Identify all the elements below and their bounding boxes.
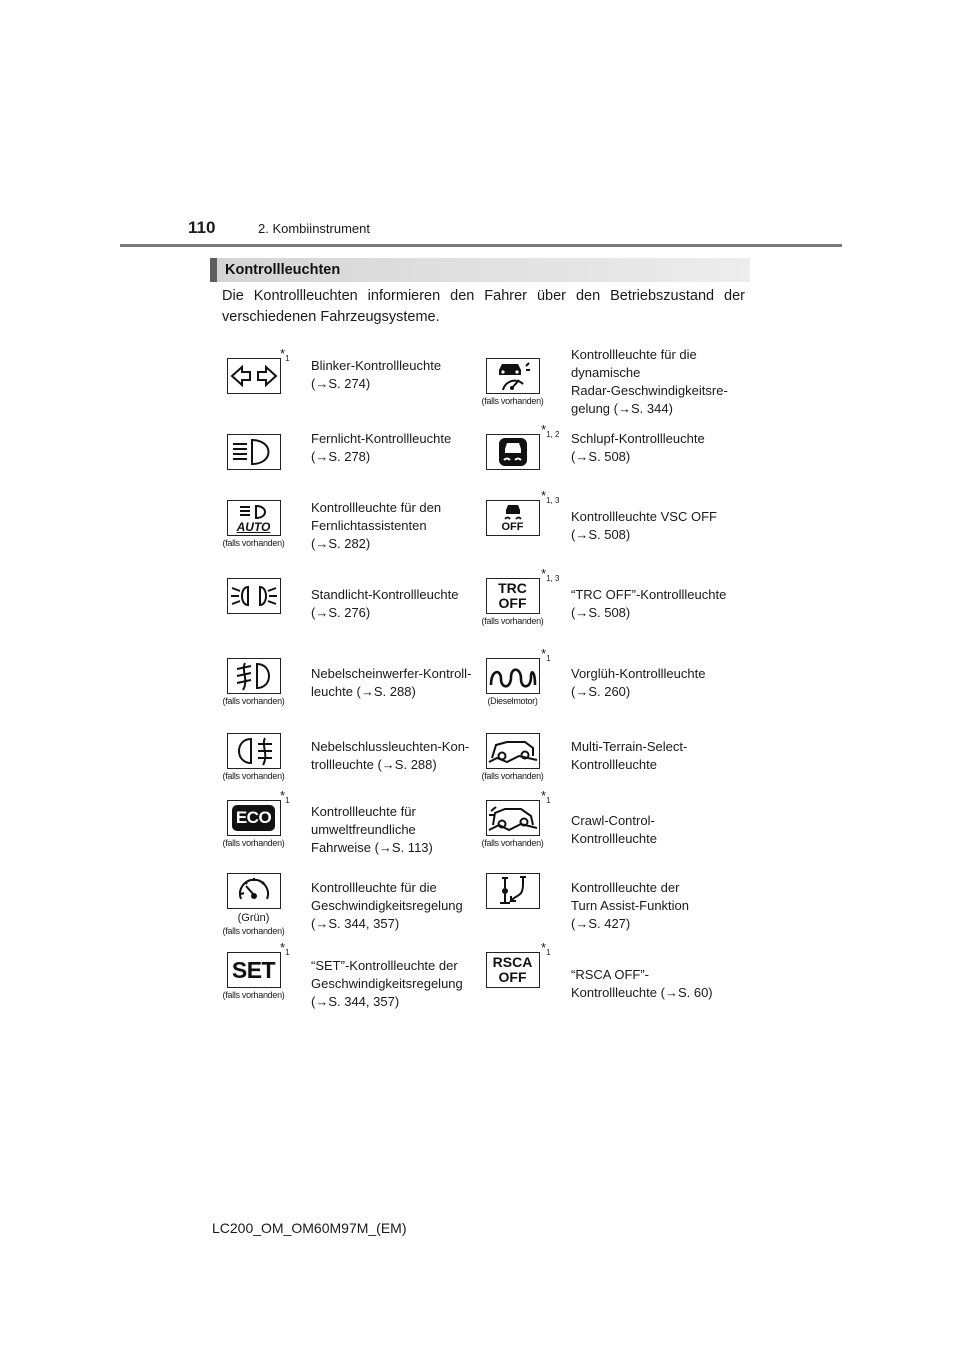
cruise-set-icon: [227, 952, 281, 988]
icon-text: OFF: [498, 969, 527, 985]
indicator-icon-cell: [216, 500, 291, 548]
indicator-description: [571, 508, 717, 544]
page-number: 110: [188, 218, 216, 237]
indicator-icon-cell: [475, 873, 550, 909]
description-line: trollleuchte (→S. 288): [311, 757, 437, 772]
indicator-description: [571, 430, 705, 466]
description-line: Nebelscheinwerfer-Kontroll-: [311, 666, 472, 681]
indicator-icon-cell: [475, 500, 550, 536]
description-line: Crawl-Control-: [571, 813, 655, 828]
description-line: Geschwindigkeitsregelung: [311, 976, 463, 991]
indicator-footnote: $*_1$: [541, 788, 551, 806]
indicator-footnote: $*_1$: [280, 788, 290, 806]
indicator-description: [571, 966, 713, 1002]
indicator-description: [571, 665, 705, 701]
indicator-description: [571, 738, 687, 774]
indicator-icon-cell: [216, 434, 291, 470]
footer-code: LC200_OM_OM60M97M_(EM): [212, 1220, 407, 1236]
indicator-footnote: $*_{1, 2}$: [541, 422, 560, 440]
description-line: Fahrweise (→S. 113): [311, 840, 433, 855]
indicator-footnote: $*_{1, 3}$: [541, 488, 560, 506]
section-title: 2. Kombiinstrument: [258, 221, 370, 236]
description-line: Fernlichtassistenten: [311, 518, 427, 533]
glow-plug-icon: [486, 658, 540, 694]
slip-indicator-icon: [486, 434, 540, 470]
indicator-icon-cell: [216, 733, 291, 781]
turn-signal-arrows-icon: [227, 358, 281, 394]
icon-text: OFF: [498, 595, 527, 611]
multi-terrain-select-icon: [486, 733, 540, 769]
indicator-description: [311, 430, 451, 466]
indicator-icon-cell: [475, 434, 550, 470]
indicator-note: (falls vorhanden): [222, 990, 285, 1000]
automatic-high-beam-icon: [227, 500, 281, 536]
description-line: Nebelschlussleuchten-Kon-: [311, 739, 470, 754]
description-line: “SET”-Kontrollleuchte der: [311, 958, 458, 973]
description-line: Kontrollleuchte für den: [311, 500, 442, 515]
indicator-icon-cell: [216, 358, 291, 394]
description-line: Kontrollleuchte: [571, 831, 657, 846]
indicator-icon-cell: [216, 658, 291, 706]
indicator-footnote: $*_1$: [280, 346, 290, 364]
indicator-icon-cell: [475, 658, 550, 706]
description-line: dynamische: [571, 365, 641, 380]
indicator-note: (falls vorhanden): [222, 538, 285, 548]
icon-text: RSCA: [492, 954, 533, 970]
indicator-description: [311, 957, 463, 1011]
description-line: (→S. 344, 357): [311, 916, 400, 931]
description-line: leuchte (→S. 288): [311, 684, 416, 699]
indicator-icon-cell: [216, 873, 291, 936]
indicator-description: [311, 499, 441, 553]
description-line: Kontrollleuchte für die: [311, 880, 437, 895]
indicator-icon-cell: [216, 800, 291, 848]
eco-driving-icon: [227, 800, 281, 836]
indicator-footnote: $*_{1, 3}$: [541, 566, 560, 584]
description-line: (→S. 274): [311, 376, 371, 391]
description-line: (→S. 278): [311, 449, 371, 464]
description-line: umweltfreundliche: [311, 822, 416, 837]
indicator-footnote: $*_1$: [541, 940, 551, 958]
tail-light-icon: [227, 578, 281, 614]
indicator-description: [311, 879, 463, 933]
rear-fog-light-icon: [227, 733, 281, 769]
rsca-off-icon: [486, 952, 540, 988]
header-rule: [120, 244, 842, 247]
description-line: gelung (→S. 344): [571, 401, 673, 416]
indicator-note: (falls vorhanden): [222, 696, 285, 706]
indicator-description: [311, 357, 441, 393]
indicator-icon-cell: [216, 952, 291, 1000]
indicator-note: (falls vorhanden): [481, 616, 544, 626]
icon-text: OFF: [501, 521, 524, 533]
indicator-description: [311, 803, 433, 857]
indicator-icon-cell: [475, 733, 550, 781]
indicator-icon-cell: [475, 358, 550, 406]
indicator-icon-cell: [475, 800, 550, 848]
description-line: Turn Assist-Funktion: [571, 898, 690, 913]
description-line: Kontrollleuchte VSC OFF: [571, 509, 717, 524]
indicator-description: [571, 879, 689, 933]
description-line: Multi-Terrain-Select-: [571, 739, 688, 754]
indicator-description: [311, 738, 469, 774]
description-line: Standlicht-Kontrollleuchte: [311, 587, 459, 602]
description-line: “RSCA OFF”-: [571, 967, 649, 982]
heading-marker: [210, 258, 217, 282]
high-beam-icon: [227, 434, 281, 470]
indicator-icon-cell: [475, 578, 550, 626]
indicator-footnote: $*_1$: [541, 646, 551, 664]
icon-text: ECO: [232, 805, 275, 831]
intro-paragraph: Die Kontrollleuchten informieren den Fahrer über den Betriebszustand der verschiedenen Fahrzeugsysteme.: [222, 288, 745, 325]
turn-assist-icon: [486, 873, 540, 909]
indicator-note: (falls vorhanden): [481, 838, 544, 848]
description-line: (→S. 260): [571, 684, 631, 699]
indicator-note: (falls vorhanden): [481, 771, 544, 781]
vsc-off-icon: [486, 500, 540, 536]
indicator-note: (falls vorhanden): [222, 771, 285, 781]
description-line: Radar-Geschwindigkeitsre-: [571, 383, 728, 398]
description-line: Kontrollleuchte für die: [571, 347, 697, 362]
icon-text: SET: [231, 956, 276, 983]
indicator-icon-cell: [475, 952, 550, 988]
cruise-control-icon: [227, 873, 281, 909]
description-line: (→S. 427): [571, 916, 631, 931]
description-line: Vorglüh-Kontrollleuchte: [571, 666, 706, 681]
description-line: Kontrollleuchte (→S. 60): [571, 985, 713, 1000]
trc-off-icon: [486, 578, 540, 614]
description-line: Geschwindigkeitsregelung: [311, 898, 463, 913]
indicator-footnote: $*_1$: [280, 940, 290, 958]
description-line: Kontrollleuchte: [571, 757, 657, 772]
dynamic-radar-cruise-icon: [486, 358, 540, 394]
description-line: “TRC OFF”-Kontrollleuchte: [571, 587, 727, 602]
description-line: (→S. 276): [311, 605, 371, 620]
heading-title: Kontrollleuchten: [225, 262, 341, 278]
description-line: Schlupf-Kontrollleuchte: [571, 431, 705, 446]
description-line: (→S. 508): [571, 527, 631, 542]
indicator-icon-cell: [216, 578, 291, 614]
icon-text: AUTO: [236, 519, 271, 534]
indicator-description: [311, 665, 471, 701]
description-line: (→S. 282): [311, 536, 371, 551]
icon-text: TRC: [498, 580, 527, 596]
description-line: (→S. 508): [571, 449, 631, 464]
indicator-note: (falls vorhanden): [222, 838, 285, 848]
indicator-description: [571, 346, 728, 418]
indicator-note: (falls vorhanden): [222, 926, 285, 936]
indicator-note: (falls vorhanden): [481, 396, 544, 406]
heading-bar: [210, 258, 750, 282]
description-line: Fernlicht-Kontrollleuchte: [311, 431, 452, 446]
indicator-color-note: (Grün): [237, 912, 270, 924]
crawl-control-icon: [486, 800, 540, 836]
description-line: Blinker-Kontrollleuchte: [311, 358, 442, 373]
indicator-note: (Dieselmotor): [487, 696, 538, 706]
description-line: Kontrollleuchte der: [571, 880, 680, 895]
description-line: (→S. 508): [571, 605, 631, 620]
indicator-description: [311, 586, 458, 622]
description-line: (→S. 344, 357): [311, 994, 400, 1009]
front-fog-light-icon: [227, 658, 281, 694]
indicator-description: [571, 586, 726, 622]
description-line: Kontrollleuchte für: [311, 804, 416, 819]
indicator-description: [571, 812, 657, 848]
